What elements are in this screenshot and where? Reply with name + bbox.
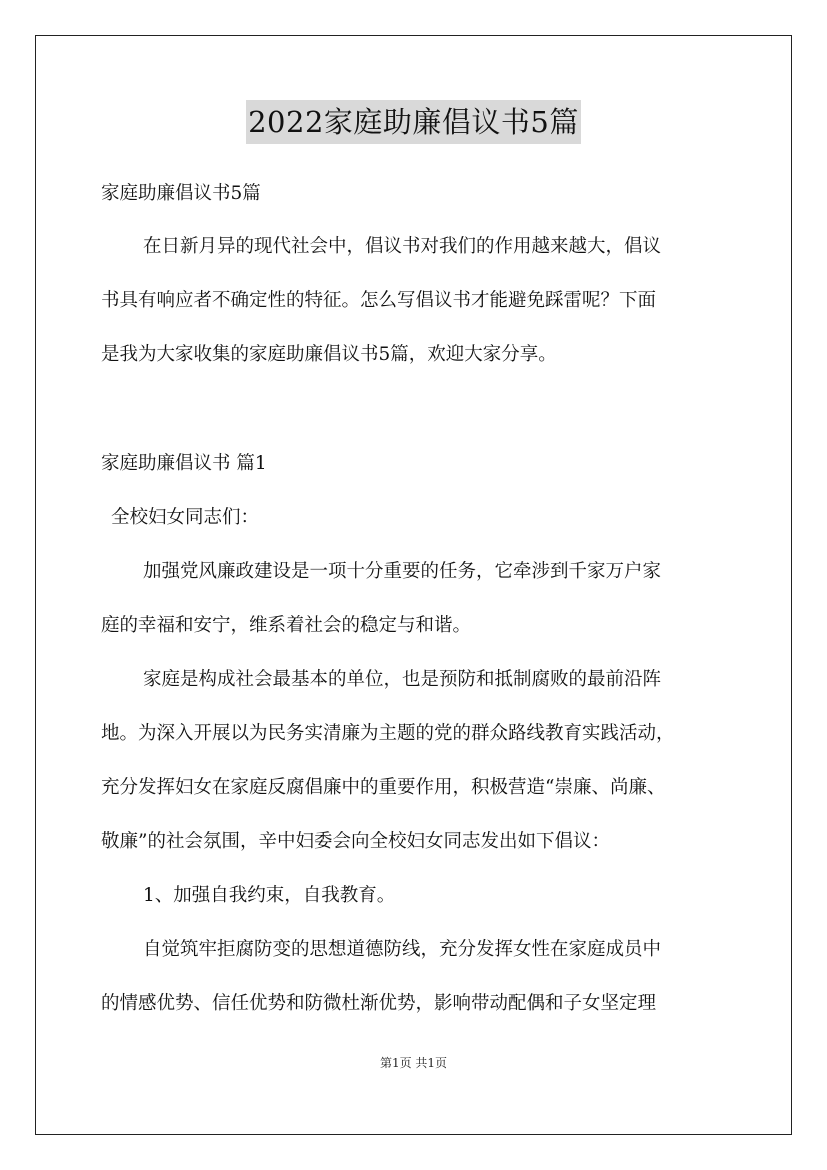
paragraph2-line-3: 充分发挥妇女在家庭反腐倡廉中的重要作用，积极营造“崇廉、尚廉、 — [101, 777, 666, 798]
title-container — [0, 100, 827, 144]
page-footer: 第1页 共1页 — [379, 1056, 448, 1070]
item1-heading: 1、加强自我约束，自我教育。 — [143, 885, 396, 906]
intro-line-3: 是我为大家收集的家庭助廉倡议书5篇，欢迎大家分享。 — [101, 344, 557, 365]
intro-line-2: 书具有响应者不确定性的特征。怎么写倡议书才能避免踩雷呢？下面 — [101, 290, 657, 311]
paragraph2-line-1: 家庭是构成社会最基本的单位，也是预防和抵制腐败的最前沿阵 — [143, 669, 662, 690]
salutation: 全校妇女同志们： — [111, 507, 260, 528]
paragraph3-line-2: 的情感优势、信任优势和防微杜渐优势，影响带动配偶和子女坚定理 — [101, 993, 657, 1014]
paragraph2-line-2: 地。为深入开展以为民务实清廉为主题的党的群众路线教育实践活动， — [101, 723, 675, 744]
paragraph2-line-4: 敬廉”的社会氛围，辛中妇委会向全校妇女同志发出如下倡议： — [101, 831, 610, 852]
intro-line-1: 在日新月异的现代社会中，倡议书对我们的作用越来越大，倡议 — [143, 236, 662, 257]
paragraph3-line-1: 自觉筑牢拒腐防变的思想道德防线，充分发挥女性在家庭成员中 — [143, 939, 662, 960]
paragraph1-line-1: 加强党风廉政建设是一项十分重要的任务，它牵涉到千家万户家 — [143, 561, 662, 582]
subtitle: 家庭助廉倡议书5篇 — [101, 183, 261, 204]
paragraph1-line-2: 庭的幸福和安宁，维系着社会的稳定与和谐。 — [101, 615, 472, 636]
section-heading: 家庭助廉倡议书 篇1 — [101, 453, 267, 474]
document-title: 2022家庭助廉倡议书5篇 — [246, 100, 581, 144]
